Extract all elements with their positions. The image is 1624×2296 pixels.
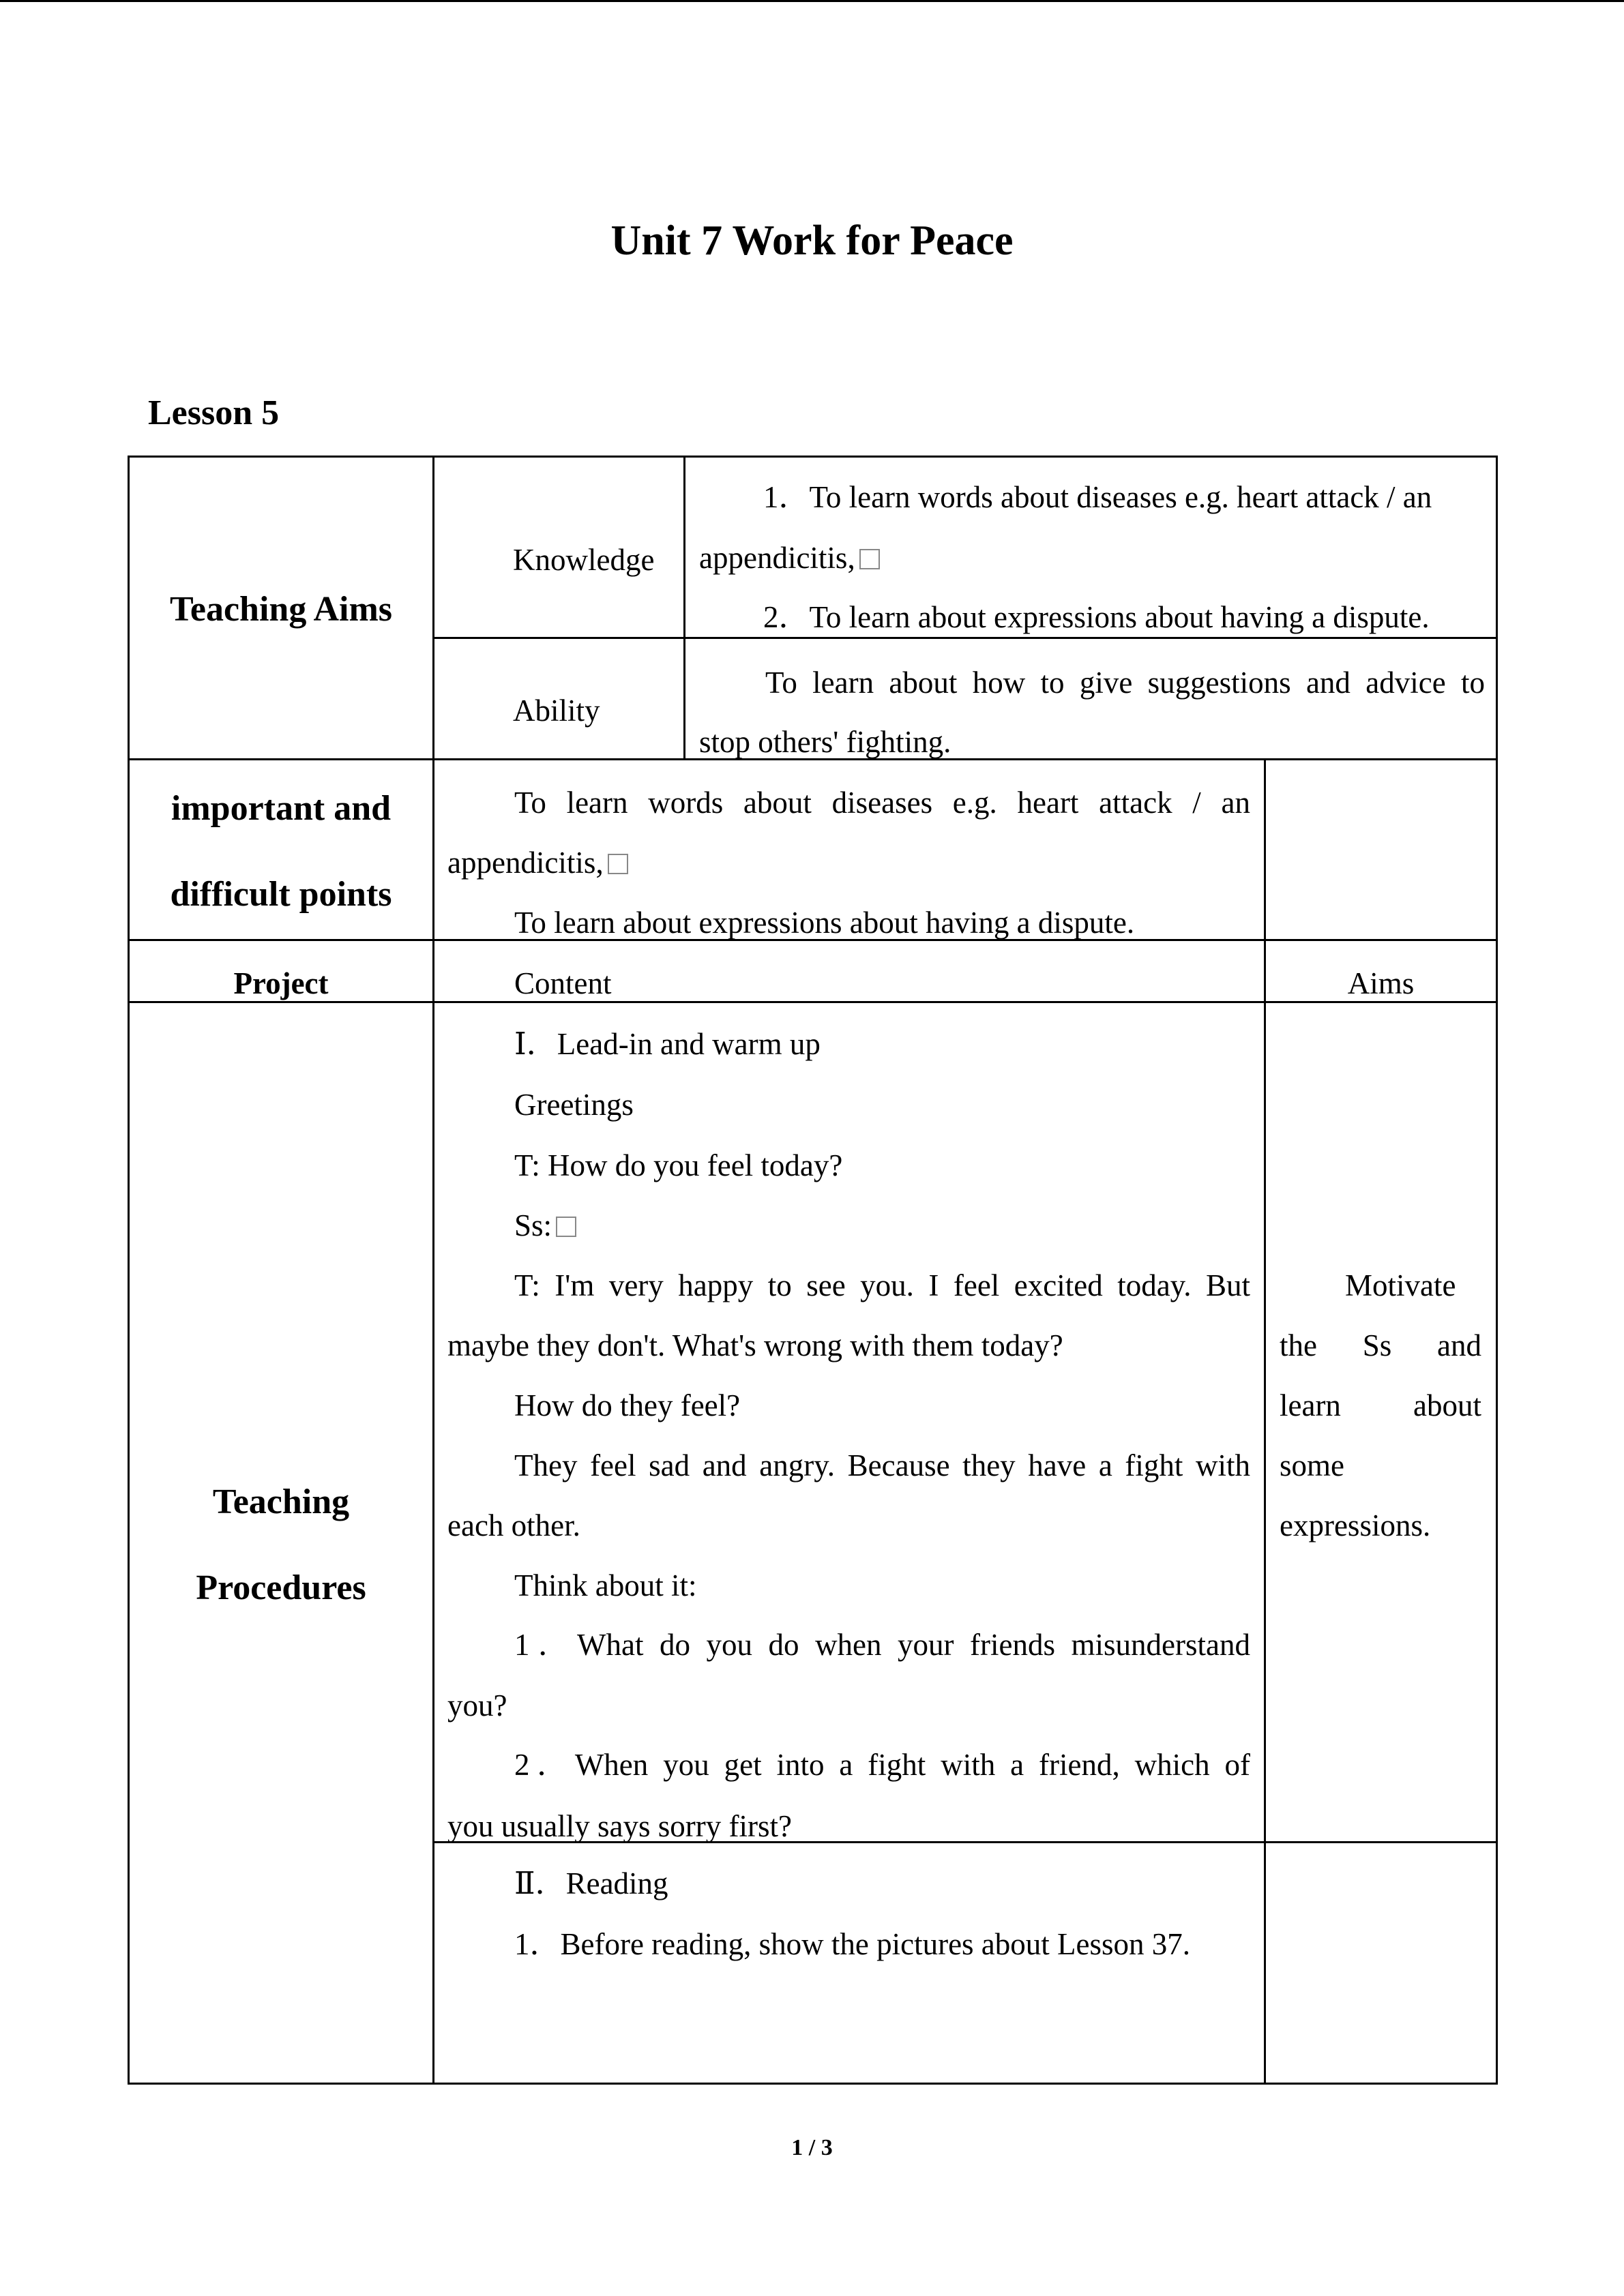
- greetings-line: Greetings: [514, 1088, 634, 1122]
- ability-line-2: stop others' fighting.: [699, 725, 951, 759]
- section-1-content: [434, 1003, 1264, 1841]
- page-number: 1 / 3: [791, 2135, 833, 2160]
- aims-line-4: some: [1280, 1448, 1344, 1482]
- header-content: Content: [514, 966, 612, 1000]
- section-1-heading: Ⅰ．Lead-in and warm up: [514, 1027, 821, 1061]
- header-project: Project: [233, 966, 329, 1000]
- table-border-bottom: [128, 2083, 1498, 2085]
- knowledge-line-2: 2．To learn about expressions about having a dispute.: [763, 600, 1430, 634]
- header-aims: Aims: [1347, 966, 1415, 1000]
- lesson-heading: Lesson 5: [148, 393, 280, 432]
- question-how-feel: How do they feel?: [514, 1388, 741, 1422]
- think-question-2b: you usually says sorry first?: [447, 1809, 792, 1843]
- table-border-left: [128, 456, 130, 2085]
- knowledge-line-1b: appendicitis,: [699, 528, 880, 588]
- placeholder-box-icon: [859, 549, 880, 569]
- answer-line-a: They feel sad and angry. Because they have a fight with: [514, 1448, 1250, 1482]
- procedures-label-line-1: Teaching: [212, 1482, 350, 1521]
- think-question-1b: you?: [447, 1688, 507, 1723]
- answer-line-b: each other.: [447, 1508, 580, 1542]
- key-points-content: [434, 760, 1264, 939]
- knowledge-label: Knowledge: [513, 543, 655, 577]
- table-border-right: [1496, 456, 1498, 2085]
- think-question-2a: 2．When you get into a fight with a friend, which of: [514, 1748, 1250, 1782]
- ability-content: [685, 639, 1496, 758]
- aims-line-1: Motivate: [1345, 1268, 1456, 1302]
- page-title: Unit 7 Work for Peace: [610, 218, 1014, 264]
- ability-label: Ability: [513, 694, 600, 728]
- key-points-label-line-2: difficult points: [170, 875, 392, 914]
- key-points-line-3: To learn about expressions about having a dispute.: [514, 906, 1135, 940]
- key-points-label: [130, 766, 432, 938]
- knowledge-content: [685, 456, 1496, 637]
- procedures-label: [130, 1459, 432, 1631]
- placeholder-box-icon: [608, 854, 628, 874]
- aims-line-5: expressions.: [1280, 1508, 1431, 1542]
- think-question-1a: 1．What do you do when your friends misunderstand: [514, 1628, 1250, 1662]
- section-2-content: [434, 1843, 1264, 2083]
- placeholder-box-icon: [556, 1217, 576, 1237]
- procedures-label-line-2: Procedures: [196, 1568, 366, 1607]
- knowledge-line-1a: 1．To learn words about diseases e.g. heart attack / an: [763, 480, 1432, 514]
- ability-line-1: To learn about how to give suggestions and advice to: [765, 666, 1485, 700]
- teacher-question-1: T: How do you feel today?: [514, 1148, 843, 1182]
- aims-line-3: learn about: [1280, 1388, 1481, 1422]
- section-2-step-1: 1．Before reading, show the pictures about Lesson 37.: [514, 1927, 1191, 1961]
- key-points-line-2: appendicitis,: [447, 833, 628, 893]
- aims-line-2: the Ss and: [1280, 1328, 1481, 1362]
- teacher-line-2b: maybe they don't. What's wrong with them today?: [447, 1328, 1063, 1362]
- section-1-aims: [1266, 1003, 1496, 1841]
- section-2-heading: Ⅱ．Reading: [514, 1866, 668, 1900]
- key-points-line-1: To learn words about diseases e.g. heart attack / an: [514, 786, 1250, 820]
- students-answer: Ss:: [514, 1195, 576, 1255]
- think-about-it: Think about it:: [514, 1568, 697, 1602]
- top-border: [0, 0, 1624, 2]
- key-points-label-line-1: important and: [171, 789, 392, 828]
- teaching-aims-label: Teaching Aims: [169, 590, 393, 629]
- teacher-line-2a: T: I'm very happy to see you. I feel excited today. But: [514, 1268, 1250, 1302]
